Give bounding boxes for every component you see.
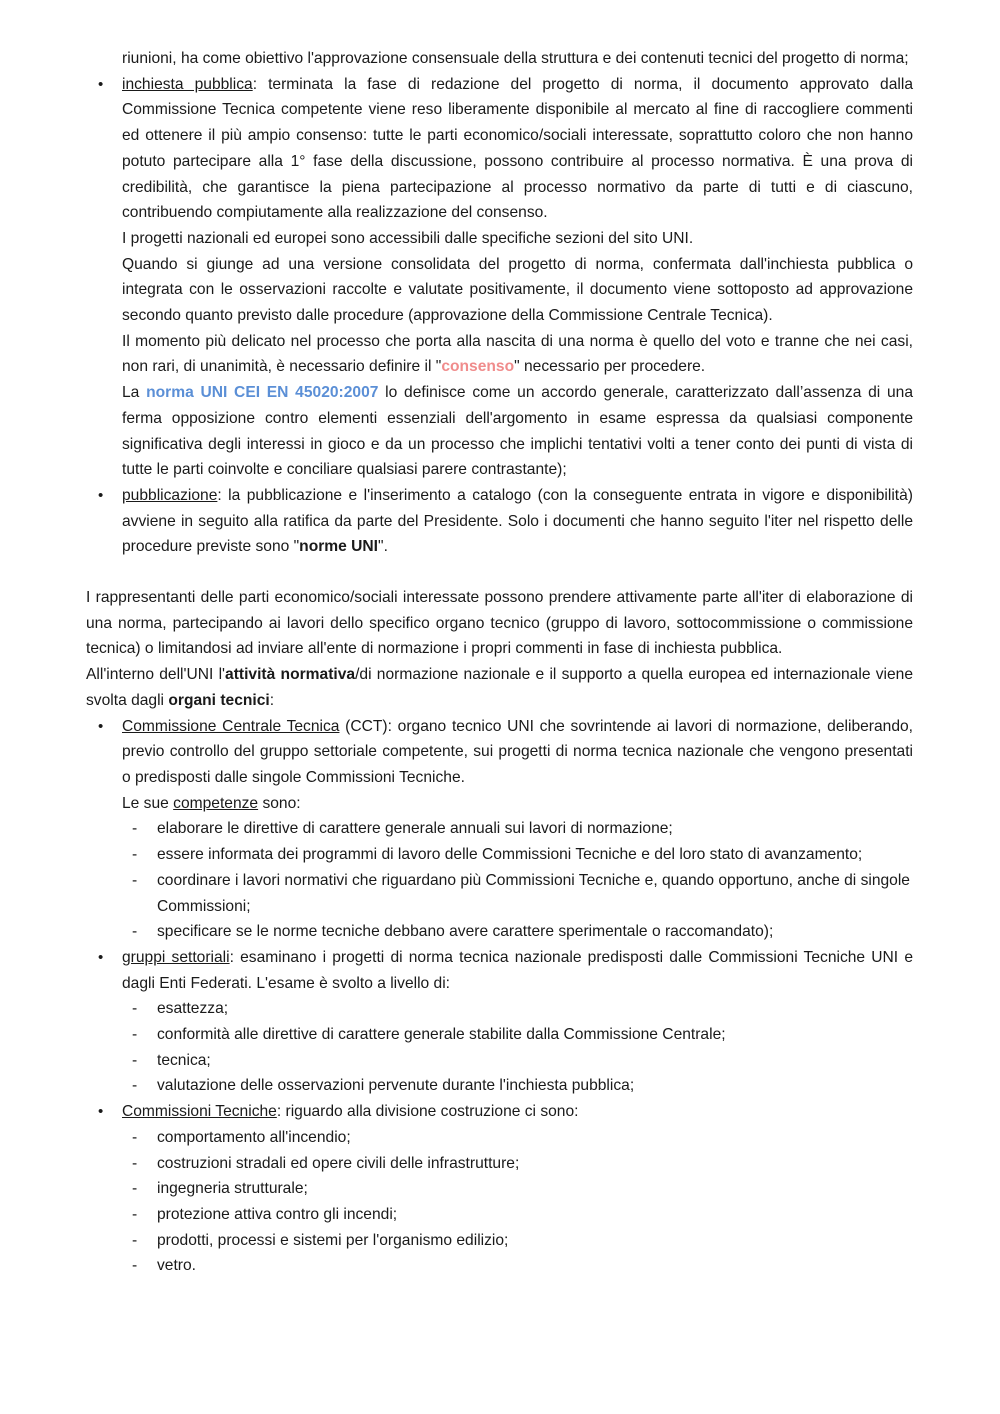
- document-page: [86, 46, 913, 1279]
- cct-competenze: [122, 791, 913, 817]
- list-item: - vetro.: [122, 1253, 913, 1279]
- inchiesta-paragraph: [122, 72, 913, 226]
- list-item: - protezione attiva contro gli incendi;: [122, 1202, 913, 1228]
- comp-b: sono:: [258, 794, 301, 812]
- inchiesta-p5: [122, 380, 913, 483]
- gruppi-term: gruppi settoriali: [122, 948, 230, 966]
- intro-continuation: riunioni, ha come obiettivo l'approvazione consensuale della struttura e dei contenuti tecnici del progetto di norma;: [122, 50, 909, 67]
- inchiesta-text: : terminata la fase di redazione del progetto di norma, il documento approvato dalla Commissione Tecnica competente viene reso liberamente disponibile al mercato al fine di raccogliere commenti ed ottenere il più ampio consenso: tutte le parti economico/sociali interessate, soprattutto coloro che non hanno potuto partecipare alla 1° fase della discussione, possono contribuire al processo normativa. È una prova di credibilità, che garantisce la piena partecipazione al processo normativo da parte di tutti e di ciascuno, contribuendo compiutamente alla realizzazione del consenso.: [122, 75, 913, 222]
- commissioni-paragraph: [122, 1099, 913, 1125]
- list-item: - comportamento all'incendio;: [122, 1125, 913, 1151]
- pubblicazione-term: pubblicazione: [122, 486, 218, 504]
- list-item: - specificare se le norme tecniche debbano avere carattere sperimentale o raccomandato);: [122, 919, 913, 945]
- list-item: - conformità alle direttive di carattere generale stabilite dalla Commissione Centrale;: [122, 1022, 913, 1048]
- organo-commissioni-tecniche: [86, 1099, 913, 1279]
- list-item: - costruzioni stradali ed opere civili delle infrastrutture;: [122, 1151, 913, 1177]
- list-item: - ingegneria strutturale;: [122, 1176, 913, 1202]
- attivita-normativa: attività normativa: [225, 666, 356, 684]
- list-item: - tecnica;: [122, 1048, 913, 1074]
- norma-link[interactable]: norma UNI CEI EN 45020:2007: [146, 384, 379, 402]
- rappresentanti-paragraph: I rappresentanti delle parti economico/sociali interessate possono prendere attivamente parte all'iter di elaborazione di una norma, partecipando ai lavori dello specifico organo tecnico (gruppo di lavoro, sottocommissione o commissione tecnica) o limitandosi ad inviare all'ente di normazione i propri commenti in fase di inchiesta pubblica.: [86, 589, 913, 658]
- inchiesta-term: inchiesta pubblica: [122, 75, 253, 93]
- list-item: - prodotti, processi e sistemi per l'organismo edilizio;: [122, 1228, 913, 1254]
- list-item: - valutazione delle osservazioni pervenute durante l'inchiesta pubblica;: [122, 1073, 913, 1099]
- pubblicazione-text: : la pubblicazione e l'inserimento a catalogo (con la conseguente entrata in vigore e disponibilità) avviene in seguito alla ratifica da parte del Presidente. Solo i documenti che hanno seguito l'iter nel rispetto delle procedure previste sono ": [122, 486, 913, 556]
- competenze-term: competenze: [173, 794, 259, 812]
- p5-text-a: La: [122, 384, 147, 402]
- pubblicazione-end: ".: [378, 538, 388, 556]
- organi-list: [86, 714, 913, 1279]
- organi-tecnici: organi tecnici: [168, 691, 270, 709]
- gruppi-text: : esaminano i progetti di norma tecnica nazionale predisposti dalle Commissioni Tecniche UNI e dagli Enti Federati. L'esame è svolto a livello di:: [122, 948, 913, 992]
- pubblicazione-paragraph: [122, 483, 913, 560]
- process-phases-list: [86, 72, 913, 560]
- inchiesta-p3: Quando si giunge ad una versione consolidata del progetto di norma, confermata dall'inchiesta pubblica o integrata con le osservazioni raccolte e valutate positivamente, il documento viene sottoposto ad approvazione secondo quanto previsto dalle procedure (approvazione della Commissione Centrale Tecnica).: [122, 255, 913, 325]
- inchiesta-p4: [122, 329, 913, 380]
- cct-text: (CCT): organo tecnico UNI che sovrintende ai lavori di normazione, deliberando, previo controllo del gruppo settoriale competente, sui progetti di norma tecnica nazionale che vengono presentati o predisposti dalle singole Commissioni Tecniche.: [122, 717, 914, 786]
- gruppi-items-list: [122, 996, 913, 1099]
- cct-term: Commissione Centrale Tecnica: [122, 717, 340, 735]
- commissioni-text: : riguardo alla divisione costruzione ci sono:: [276, 1103, 579, 1121]
- norme-uni-bold: norme UNI: [299, 538, 379, 556]
- comp-a: Le sue: [122, 794, 174, 812]
- p5-text-b: lo definisce come un accordo generale, caratterizzato dall’assenza di una ferma opposizione contro elementi essenziali dell'argomento in esame espressa da qualsiasi componente significativa degli interessi in gioco e da un processo che implichi tentativi volti a tener conto dei punti di vista di tutte le parti coinvolte e conciliare qualsiasi parere contrastante);: [122, 384, 913, 479]
- organo-cct: [86, 714, 913, 945]
- phase-inchiesta-pubblica: [86, 72, 913, 483]
- phase-pubblicazione: [86, 483, 913, 560]
- gruppi-paragraph: [122, 945, 913, 996]
- interno-paragraph: [86, 662, 913, 713]
- interno-d: :: [269, 691, 275, 709]
- list-item: - esattezza;: [122, 996, 913, 1022]
- list-item: - coordinare i lavori normativi che riguardano più Commissioni Tecniche e, quando opportuno, anche di singole Commissioni;: [122, 868, 913, 919]
- p4-text-b: " necessario per procedere.: [514, 358, 706, 376]
- cct-paragraph: [122, 714, 913, 791]
- interno-a: All'interno dell'UNI l': [86, 666, 226, 684]
- p4-text-a: Il momento più delicato nel processo che porta alla nascita di una norma è quello del voto e tranne che nei casi, non rari, di unanimità, è necessario definire il ": [122, 332, 913, 376]
- consenso-highlight: consenso: [441, 358, 515, 376]
- commissioni-items-list: [122, 1125, 913, 1279]
- organo-gruppi-settoriali: [86, 945, 913, 1099]
- list-item: - essere informata dei programmi di lavoro delle Commissioni Tecniche e del loro stato di avanzamento;: [122, 842, 913, 868]
- commissioni-term: Commissioni Tecniche: [122, 1103, 277, 1121]
- inchiesta-p2: I progetti nazionali ed europei sono accessibili dalle specifiche sezioni del sito UNI.: [122, 229, 694, 247]
- interno-c: /di normazione nazionale e il supporto a quella europea ed internazionale viene svolta dagli: [86, 666, 914, 709]
- list-item: - elaborare le direttive di carattere generale annuali sui lavori di normazione;: [122, 816, 913, 842]
- cct-items-list: [122, 816, 913, 945]
